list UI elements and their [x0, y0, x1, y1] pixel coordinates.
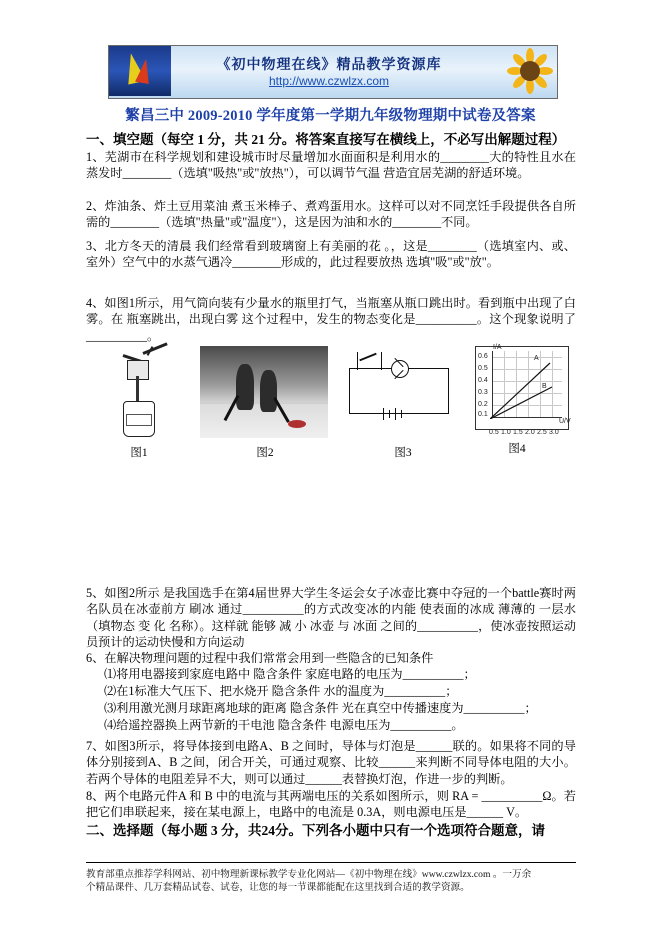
question-4: 4、如图1所示，用气筒向装有少量水的瓶里打气，当瓶塞从瓶口跳出时。看到瓶中出现了白雾。在 瓶塞跳出，出现白雾 这个过程中，发生的物态变化是__________。这个现象说明了__________。 — [86, 296, 576, 343]
question-1: 1、芜湖市在科学规划和建设城市时尽量增加水面面积是利用水的________大的特性且水在蒸发时________（选填"吸热"或"放热"），可以调节气温 营造宜居芜湖的舒适环境。 — [86, 150, 576, 181]
figure-1-caption: 图1 — [130, 447, 148, 459]
question-8: 8、两个电路元件A 和 B 中的电流与其两端电压的关系如图所示，则 RA = __________Ω。若把它们串联起来，接在某电源上，电路中的电流是 0.3A，则电源电压是______ V。 — [86, 789, 576, 820]
flame-logo-icon-secondary — [135, 58, 153, 84]
graph-ytick-2: 0.4 — [478, 377, 488, 384]
question-3: 3、北方冬天的清晨 我们经常看到玻璃窗上有美丽的花 。，这是________（选填室内、或、室外）空气中的水蒸气遇冷________形成的，此过程要放热 选填"吸"或"放"。 — [86, 239, 576, 270]
question-6: 6、在解决物理问题的过程中我们常常会用到一些隐含的已知条件 — [86, 651, 434, 665]
banner-url[interactable]: http://www.czwlzx.com — [268, 74, 390, 88]
graph-xtick-4: 2.5 — [537, 429, 547, 436]
graph-ytick-1: 0.5 — [478, 365, 488, 372]
question-6-sub-2: ⑵在1标准大气压下、把水烧开 隐含条件 水的温度为__________； — [104, 684, 458, 698]
question-2: 2、炸油条、炸土豆用菜油 煮玉米棒子、煮鸡蛋用水。这样可以对不同烹饪手段提供各自所需的________（选填"热量"或"温度"），这是因为油和水的________不同。 — [86, 199, 576, 230]
graph-xtick-3: 2.0 — [525, 429, 535, 436]
graph-ytick-4: 0.2 — [478, 401, 488, 408]
page-title: 繁昌三中 2009-2010 学年度第一学期九年级物理期中试卷及答案 — [125, 108, 536, 124]
graph-series-lines — [490, 361, 556, 419]
figures-row — [95, 344, 571, 459]
graph-xtick-0: 0.5 — [489, 429, 499, 436]
graph-xtick-2: 1.5 — [513, 429, 523, 436]
banner-logo-block — [109, 46, 171, 96]
graph-ytick-0: 0.6 — [478, 353, 488, 360]
graph-xtick-1: 1.0 — [501, 429, 511, 436]
footer-line-2: 个精品课件、几万套精品试卷、试卷，让您的每一节课都能配在这里找到合适的教学资源。 — [86, 882, 470, 893]
graph-series-label-a: A — [534, 355, 539, 362]
figure-3-caption: 图3 — [394, 447, 412, 459]
graph-series-label-b: B — [542, 383, 547, 390]
question-7: 7、如图3所示，将导体接到电路A、B 之间时，导体与灯泡是______联的。如果将不同的导体分别接到A、B 之间，闭合开关，可通过观察、比较______来判断不同导体电阻的大小。若两个导体的电阻差异不大，则可以通过______表替换灯泡，作进一步的判断。 — [86, 739, 576, 786]
figure-1-apparatus — [105, 346, 191, 438]
figure-2-caption: 图2 — [256, 447, 274, 459]
graph-xlabel: U/V — [559, 418, 571, 425]
graph-ylabel: I/A — [493, 344, 502, 351]
figure-4-graph — [475, 344, 571, 455]
section-heading-fill-in: 一、填空题（每空 1 分，共 21 分。将答案直接写在横线上，不必写出解题过程） — [86, 132, 566, 147]
question-6-sub-1: ⑴将用电器接到家庭电路中 隐含条件 家庭电路的电压为__________； — [104, 667, 476, 681]
section-heading-multiple-choice: 二、选择题（每小题 3 分，共24分。下列各小题中只有一个选项符合题意，请 — [86, 823, 545, 838]
question-5: 5、如图2所示 是我国选手在第4届世界大学生冬运会女子冰壶比赛中夺冠的一个battle赛时两名队员在冰壶前方 刷冰 通过__________的方式改变冰的内能 使表面的冰成 薄薄的 一层水（填物态 变 化 名称）。这样就 能够 减 小 冰壶 与 冰面 之间的__________，使冰壶按照运动员预计的运动快慢和方向运动 — [86, 586, 576, 650]
footer-line-1: 教育部重点推荐学科网站、初中物理新课标教学专业化网站—《初中物理在线》www.czwlzx.com 。一万余 — [86, 869, 532, 880]
graph-xtick-5: 3.0 — [549, 429, 559, 436]
graph-ytick-5: 0.1 — [478, 411, 488, 418]
question-6-sub-3: ⑶利用激光测月球距离地球的距离 隐含条件 光在真空中传播速度为__________； — [104, 701, 537, 715]
figure-4-caption: 图4 — [508, 443, 526, 455]
banner-title: 《初中物理在线》精品教学资源库 — [216, 58, 442, 73]
footer-text — [86, 868, 576, 894]
graph-ytick-3: 0.3 — [478, 389, 488, 396]
question-6-sub-4: ⑷给遥控器换上两节新的干电池 隐含条件 电源电压为__________。 — [104, 718, 464, 732]
sunflower-icon — [507, 48, 553, 94]
footer-divider — [86, 862, 576, 863]
figure-2-photo — [200, 346, 328, 438]
site-banner — [108, 45, 558, 99]
figure-3-circuit — [343, 350, 463, 436]
